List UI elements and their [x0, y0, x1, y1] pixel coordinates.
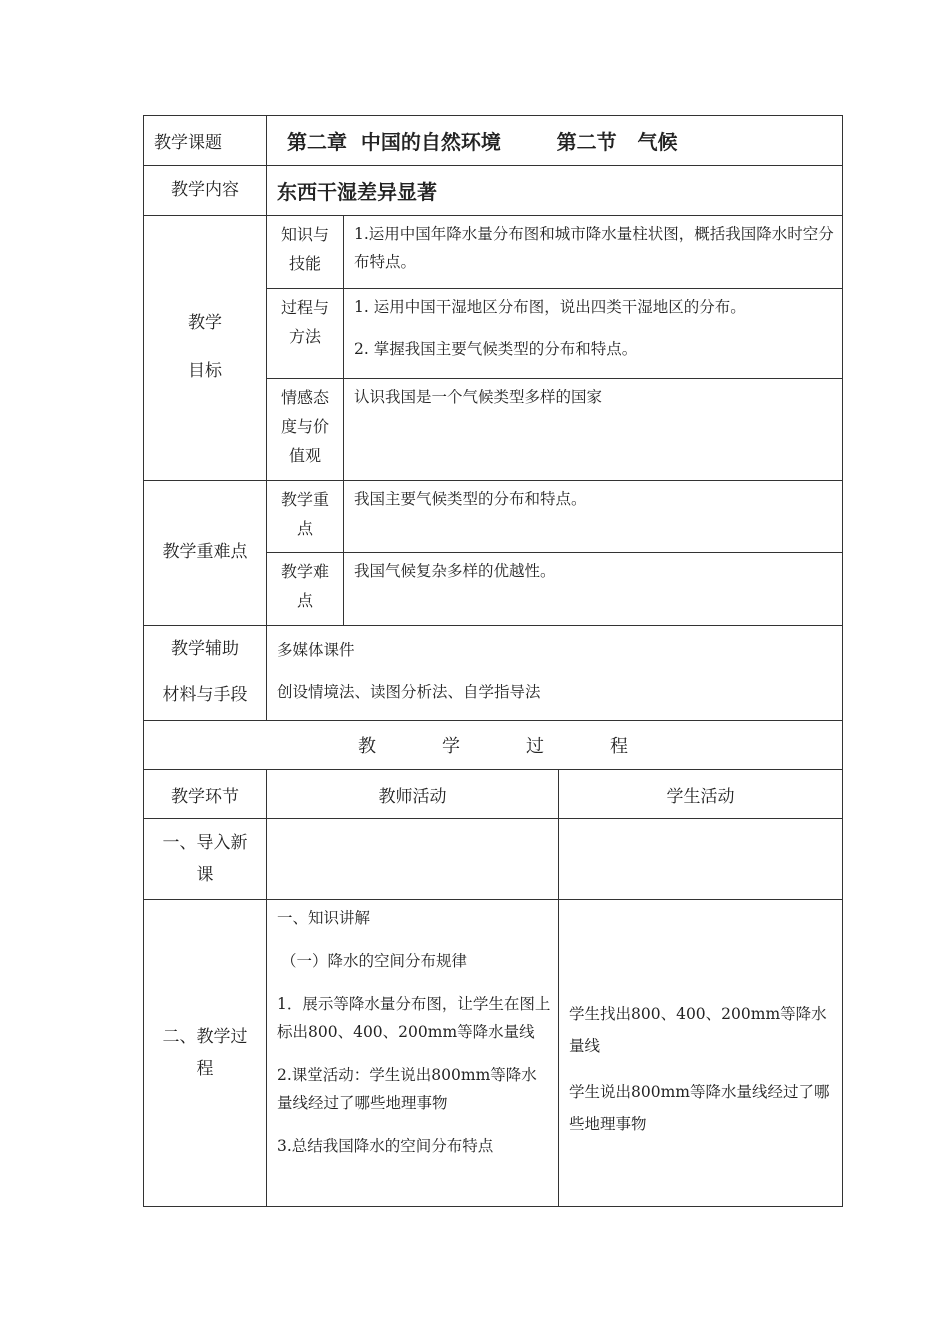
main-stage: [144, 900, 267, 1207]
row-main: [144, 900, 843, 1207]
difficult-text: 我国气候复杂多样的优越性。: [344, 553, 843, 626]
topic-label: 教学课题: [144, 116, 267, 166]
emotion-label: [267, 379, 344, 481]
main-student: [559, 900, 843, 1207]
intro-student: [559, 819, 843, 900]
process-line1: 1. 运用中国干湿地区分布图，说出四类干湿地区的分布。: [354, 298, 746, 316]
materials-line2: 创设情境法、读图分析法、自学指导法: [277, 683, 541, 701]
intro-stage: [144, 819, 267, 900]
goals-label-line2: 目标: [188, 361, 222, 381]
process-line2: 2. 掌握我国主要气候类型的分布和特点。: [354, 340, 638, 358]
teacher-item: 2.课堂活动：学生说出800mm等降水量线经过了哪些地理事物: [277, 1066, 537, 1112]
row-column-headers: [144, 770, 843, 819]
important-label: [267, 481, 344, 553]
content-label: 教学内容: [144, 166, 267, 216]
student-item: 学生找出800、400、200mm等降水量线: [569, 1005, 827, 1055]
materials-label: [144, 626, 267, 721]
intro-teacher: [267, 819, 559, 900]
goals-label: [144, 216, 267, 481]
topic-value: 第二章 中国的自然环境 第二节 气候: [267, 116, 843, 166]
process-heading-char: 教: [358, 736, 376, 757]
intro-stage-line1: 一、导入新: [162, 833, 248, 853]
row-intro: [144, 819, 843, 900]
materials-label-line2: 材料与手段: [162, 685, 248, 705]
row-content: [144, 166, 843, 216]
lesson-plan-table: [143, 115, 843, 1207]
goals-label-line1: 教学: [188, 313, 222, 334]
col-student-header: 学生活动: [559, 770, 843, 819]
difficult-label-text: 教学难点: [280, 562, 329, 610]
main-teacher: [267, 900, 559, 1207]
materials-label-line1: 教学辅助: [171, 639, 239, 660]
important-label-text: 教学重点: [280, 490, 329, 538]
teacher-item: 3.总结我国降水的空间分布特点: [277, 1137, 494, 1155]
teacher-item: 1．展示等降水量分布图，让学生在图上标出800、400、200mm等降水量线: [277, 995, 551, 1041]
main-stage-line2: 程: [196, 1059, 214, 1079]
difficult-label: [267, 553, 344, 626]
process-heading-char: 程: [610, 736, 628, 757]
col-teacher-header: 教师活动: [267, 770, 559, 819]
row-key-important: [144, 481, 843, 553]
row-goal-knowledge: [144, 216, 843, 289]
process-heading-char: 过: [526, 736, 544, 757]
process-text: [344, 289, 843, 379]
row-process-heading: [144, 721, 843, 770]
materials-line1: 多媒体课件: [277, 641, 355, 659]
col-stage-header: 教学环节: [144, 770, 267, 819]
process-heading-char: 学: [442, 736, 460, 757]
knowledge-text: 1.运用中国年降水量分布图和城市降水量柱状图，概括我国降水时空分布特点。: [344, 216, 843, 289]
knowledge-label-text: 知识与技能: [280, 225, 329, 273]
key-points-label: 教学重难点: [144, 481, 267, 626]
intro-stage-line2: 课: [196, 865, 214, 885]
knowledge-label: [267, 216, 344, 289]
main-stage-line1: 二、教学过: [162, 1027, 248, 1047]
emotion-text: 认识我国是一个气候类型多样的国家: [344, 379, 843, 481]
content-value: 东西干湿差异显著: [267, 166, 843, 216]
row-topic: [144, 116, 843, 166]
process-label-text: 过程与方法: [280, 298, 329, 346]
teacher-item: 一、知识讲解: [277, 909, 371, 927]
materials-text: [267, 626, 843, 721]
emotion-label-text: 情感态度与价值观: [280, 388, 329, 465]
teacher-item: （一）降水的空间分布规律: [281, 952, 468, 970]
process-heading: [144, 721, 843, 770]
row-materials: [144, 626, 843, 721]
important-text: 我国主要气候类型的分布和特点。: [344, 481, 843, 553]
process-label: [267, 289, 344, 379]
student-item: 学生说出800mm等降水量线经过了哪些地理事物: [569, 1083, 830, 1133]
